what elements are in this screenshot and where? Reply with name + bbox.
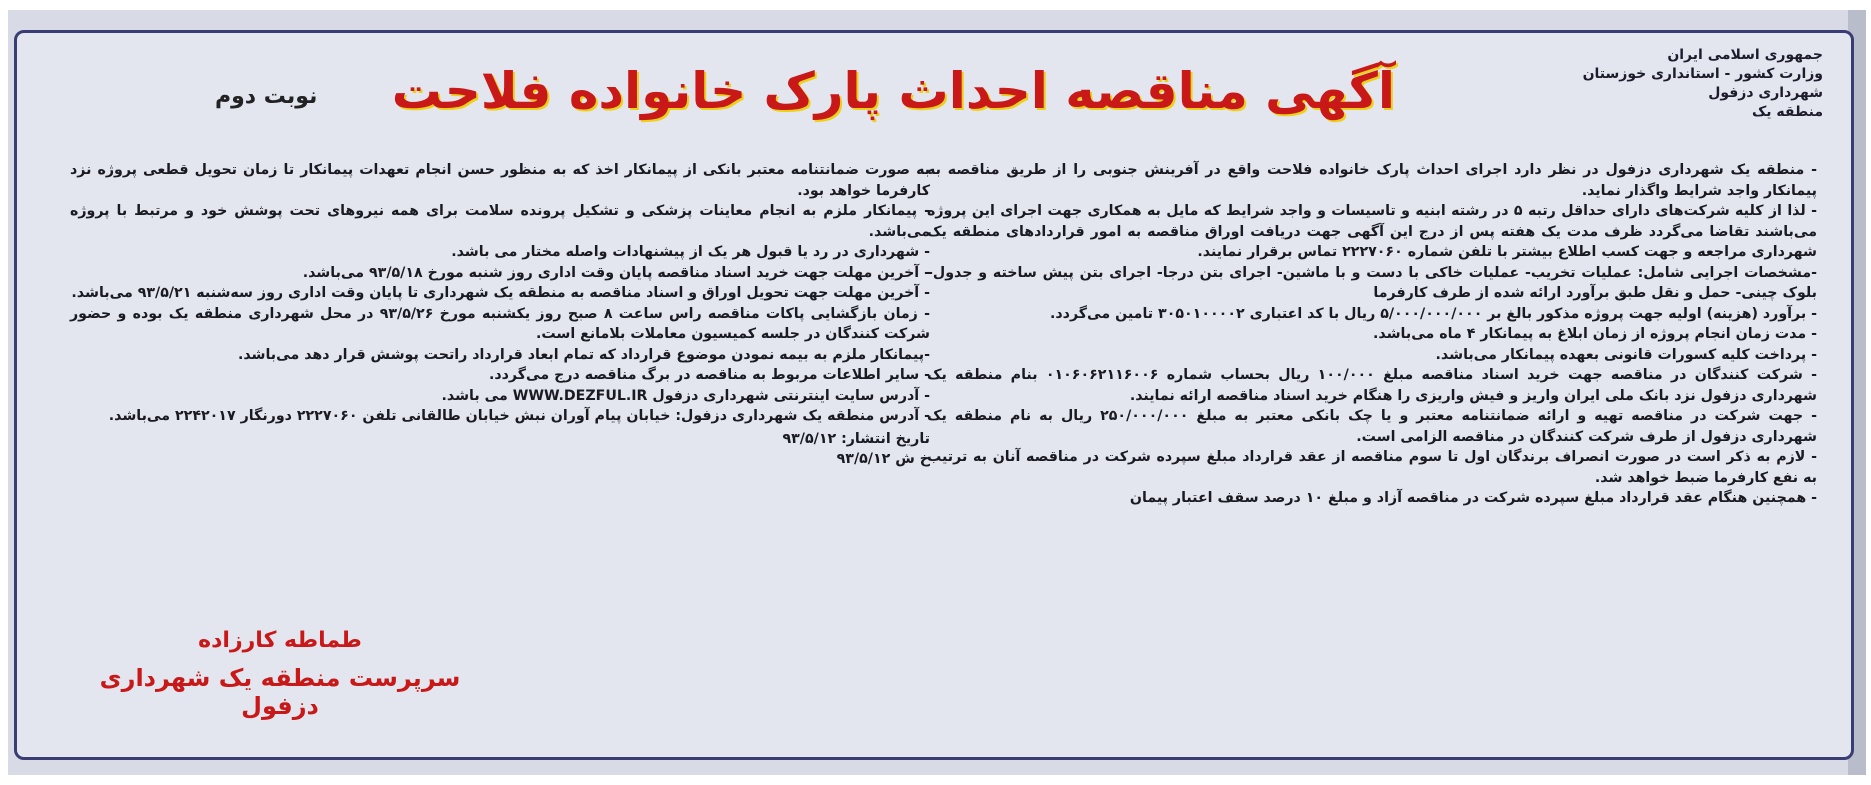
ministry-header <box>1523 46 1823 122</box>
left-column <box>70 160 930 470</box>
ministry-line: شهرداری دزفول <box>1708 85 1823 101</box>
paragraph: - برآورد (هزینه) اولیه جهت پروژه مذکور بالغ بر ۵/۰۰۰/۰۰۰/۰۰۰ ریال با کد اعتباری ۳۰۵۰۱۰۰۰۰۲ تامین می‌گردد. <box>1050 305 1817 322</box>
address-line: - آدرس منطقه یک شهرداری دزفول: خیابان پیام آوران نبش خیابان طالقانی تلفن ۲۲۲۷۰۶۰ دورنگار ۲۲۴۲۰۱۷ می‌باشد. <box>108 408 930 424</box>
paragraph: - پرداخت کلیه کسورات قانونی بعهده پیمانکار می‌باشد. <box>1435 346 1817 363</box>
ad-title: آگهی مناقصه احداث پارک خانواده فلاحت <box>391 62 1395 120</box>
paragraph: - شهرداری در رد یا قبول هر یک از پیشنهادات واصله مختار می باشد. <box>451 244 930 260</box>
ministry-line: جمهوری اسلامی ایران <box>1667 47 1823 63</box>
ministry-line: وزارت کشور - استانداری خوزستان <box>1582 66 1823 82</box>
paragraph: - پیمانکار ملزم به انجام معاینات پزشکی و تشکیل پرونده سلامت برای همه نیروهای تحت پوشش خود و مرتبط با پروژه می‌باشد. <box>70 203 930 240</box>
paragraph: - منطقه یک شهرداری دزفول در نظر دارد اجرای احداث پارک خانواده فلاحت واقع در آفرینش جنوبی را از طریق مناقصه به پیمانکار واجد شرایط واگذار نماید. <box>927 162 1817 199</box>
publish-dates <box>70 429 930 470</box>
paragraph: - جهت شرکت در مناقصه تهیه و ارائه ضمانتنامه معتبر و یا چک بانکی معتبر به مبلغ ۲۵۰/۰۰۰/۰۰۰ ریال به نام منطقه یک شهرداری دزفول از طرف شرکت کنندگان در مناقصه الزامی است. <box>927 408 1817 445</box>
paragraph: -پیمانکار ملزم به بیمه نمودن موضوع قرارداد که تمام ابعاد قرارداد راتحت پوشش قرار دهد می‌باشد. <box>237 346 930 363</box>
ministry-line: منطقه یک <box>1751 104 1823 120</box>
right-column <box>927 160 1817 509</box>
signature-title: سرپرست منطقه یک شهرداری دزفول <box>99 664 461 720</box>
paragraph: - سایر اطلاعات مربوط به مناقصه در برگ مناقصه درج می‌گردد. <box>488 367 930 383</box>
paragraph: - شرکت کنندگان در مناقصه جهت خرید اسناد مناقصه مبلغ ۱۰۰/۰۰۰ ریال بحساب شماره ۰۱۰۶۰۶۲۱۱۶۰۰۶ بنام منطقه یک شهرداری دزفول نزد بانک ملی ایران واریز و فیش واریزی را هنگام خرید اسناد مناقصه ارائه نمایند. <box>927 367 1817 404</box>
round-label: نوبت دوم <box>215 84 318 109</box>
paragraph: - آخرین مهلت جهت خرید اسناد مناقصه پایان وقت اداری روز شنبه مورخ ۹۳/۵/۱۸ می‌باشد. <box>302 264 930 281</box>
paragraph: -مشخصات اجرایی شامل: عملیات تخریب- عملیات خاکی با دست و با ماشین- اجرای بتن درجا- اجرای بتن پیش ساخته و جدول- بلوک چینی- حمل و نقل طبق برآورد ارائه شده از طرف کارفرما <box>927 264 1817 301</box>
signature-name: طماطه کارزاده <box>198 628 362 653</box>
paragraph: - لازم به ذکر است در صورت انصراف برندگان اول تا سوم مناقصه از عقد قرارداد مبلغ سپرده شرکت در مناقصه آنان به ترتیب به نفع کارفرما ضبط خواهد شد. <box>927 449 1817 486</box>
publish-date: تاریخ انتشار: ۹۳/۵/۱۲ <box>782 430 930 447</box>
paragraph: - آخرین مهلت جهت تحویل اوراق و اسناد مناقصه به منطقه یک شهرداری تا پایان وقت اداری روز سه‌شنبه ۹۳/۵/۲۱ می‌باشد. <box>71 285 930 301</box>
paragraph: - مدت زمان انجام پروژه از زمان ابلاغ به پیمانکار ۴ ماه می‌باشد. <box>1373 326 1817 342</box>
website-line: - آدرس سایت اینترنتی شهرداری دزفول WWW.DEZFUL.IR می باشد. <box>441 387 930 404</box>
paragraph: - لذا از کلیه شرکت‌های دارای حداقل رتبه ۵ در رشته ابنیه و تاسیسات و واجد شرایط که مایل به همکاری جهت اجرای این پروژه می‌باشند تقاضا می‌گردد ظرف مدت یک هفته پس از درج این آگهی جهت دریافت اوراق مناقصه به امور قراردادهای منطقه یک شهرداری مراجعه و جهت کسب اطلاع بیشتر با تلفن شماره ۲۲۲۷۰۶۰ تماس برقرار نمایند. <box>927 203 1817 260</box>
paragraph: - زمان بازگشایی پاکات مناقصه راس ساعت ۸ صبح روز یکشنبه مورخ ۹۳/۵/۲۶ در محل شهرداری منطقه یک بوده و حضور شرکت کنندگان در جلسه کمیسیون معاملات بلامانع است. <box>70 305 931 342</box>
paragraph: به صورت ضمانتنامه معتبر بانکی از پیمانکار اخذ که به منظور حسن انجام تعهدات پیمانکار تا زمان تحویل قطعی پروژه نزد کارفرما خواهد بود. <box>70 162 930 199</box>
paragraph: - همچنین هنگام عقد قرارداد مبلغ سپرده شرکت در مناقصه آزاد و مبلغ ۱۰ درصد سقف اعتبار پیمان <box>1129 490 1817 506</box>
publish-code: خ ش ۹۳/۵/۱۲ <box>836 451 930 467</box>
